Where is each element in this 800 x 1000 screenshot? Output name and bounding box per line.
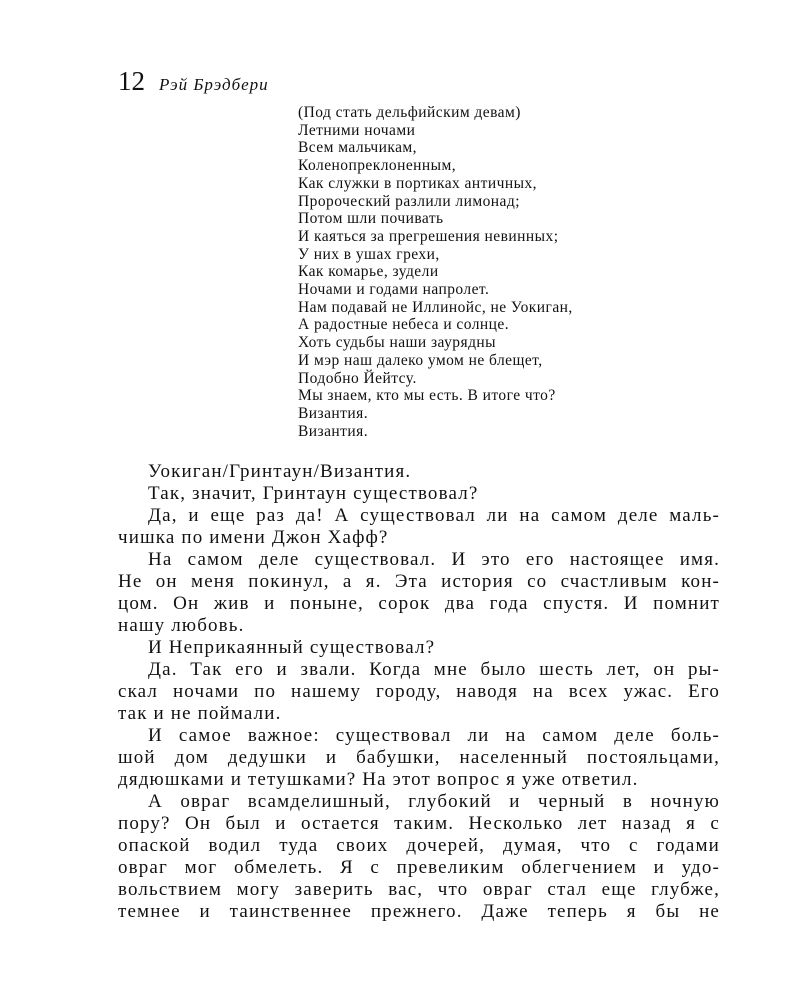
poem-line: Византия. xyxy=(298,404,369,422)
prose-line: цом. Он жив и поныне, сорок два года спустя. И помнит xyxy=(118,593,720,614)
prose-line: опаской водил туда своих дочерей, думая, что с годами xyxy=(118,835,720,856)
poem-line: Как комарье, зудели xyxy=(298,263,439,281)
prose-line: Так, значит, Гринтаун существовал? xyxy=(148,483,479,504)
prose-line: чишка по имени Джон Хафф? xyxy=(118,527,389,548)
poem-line: Потом шли почивать xyxy=(298,210,444,228)
prose-line: вольствием могу заверить вас, что овраг стал еще глубже, xyxy=(118,879,720,900)
poem-line: (Под стать дельфийским девам) xyxy=(298,104,521,121)
poem-line: Как служки в портиках античных, xyxy=(298,174,537,192)
prose-line: пору? Он был и остается таким. Несколько лет назад я с xyxy=(118,813,720,834)
prose-line: темнее и таинственнее прежнего. Даже теперь я бы не xyxy=(118,901,720,922)
prose-line: скал ночами по нашему городу, наводя на всех ужас. Его xyxy=(118,681,720,702)
prose-line: Уокиган/Гринтаун/Византия. xyxy=(148,461,412,482)
prose-line: И самое важное: существовал ли на самом деле боль- xyxy=(148,725,720,746)
poem-line: И мэр наш далеко умом не блещет, xyxy=(298,351,543,369)
poem-line: А радостные небеса и солнце. xyxy=(298,316,510,334)
author-name: Рэй Брэдбери xyxy=(159,75,269,94)
prose-line: Да, и еще раз да! А существовал ли на самом деле маль- xyxy=(148,505,720,526)
page-number: 12 xyxy=(118,66,145,96)
prose-line: овраг мог обмелеть. Я с превеликим облегчением и удо- xyxy=(118,857,720,878)
poem-line: Коленопреклоненным, xyxy=(298,157,457,175)
poem-line: Летними ночами xyxy=(298,121,416,139)
poem-line: Подобно Йейтсу. xyxy=(298,369,417,387)
poem-block xyxy=(298,104,573,440)
poem-line: Византия. xyxy=(298,422,369,440)
prose-line: А овраг всамделишный, глубокий и черный в ночную xyxy=(148,791,720,812)
poem-line: Мы знаем, кто мы есть. В итоге что? xyxy=(298,387,556,405)
prose-line: так и не поймали. xyxy=(118,703,282,724)
prose-line: И Неприкаянный существовал? xyxy=(148,637,436,658)
poem-line: У них в ушах грехи, xyxy=(298,245,440,263)
poem-line: Хоть судьбы наши заурядны xyxy=(298,334,497,352)
poem-line: Нам подавай не Иллинойс, не Уокиган, xyxy=(298,298,573,316)
prose-line: дядюшками и тетушками? На этот вопрос я уже ответил. xyxy=(118,769,639,790)
poem-line: Всем мальчикам, xyxy=(298,139,418,157)
prose-block xyxy=(118,461,720,923)
running-head xyxy=(118,68,269,95)
poem-line: Пророческий разлили лимонад; xyxy=(298,192,520,210)
prose-line: Да. Так его и звали. Когда мне было шесть лет, он ры- xyxy=(148,659,720,680)
poem-line: И каяться за прегрешения невинных; xyxy=(298,227,559,245)
prose-line: нашу любовь. xyxy=(118,615,245,636)
poem-line: Ночами и годами напролет. xyxy=(298,281,490,299)
prose-line: шой дом дедушки и бабушки, населенный постояльцами, xyxy=(118,747,720,768)
prose-line: На самом деле существовал. И это его настоящее имя. xyxy=(148,549,720,570)
prose-line: Не он меня покинул, а я. Эта история со счастливым кон- xyxy=(118,571,720,592)
